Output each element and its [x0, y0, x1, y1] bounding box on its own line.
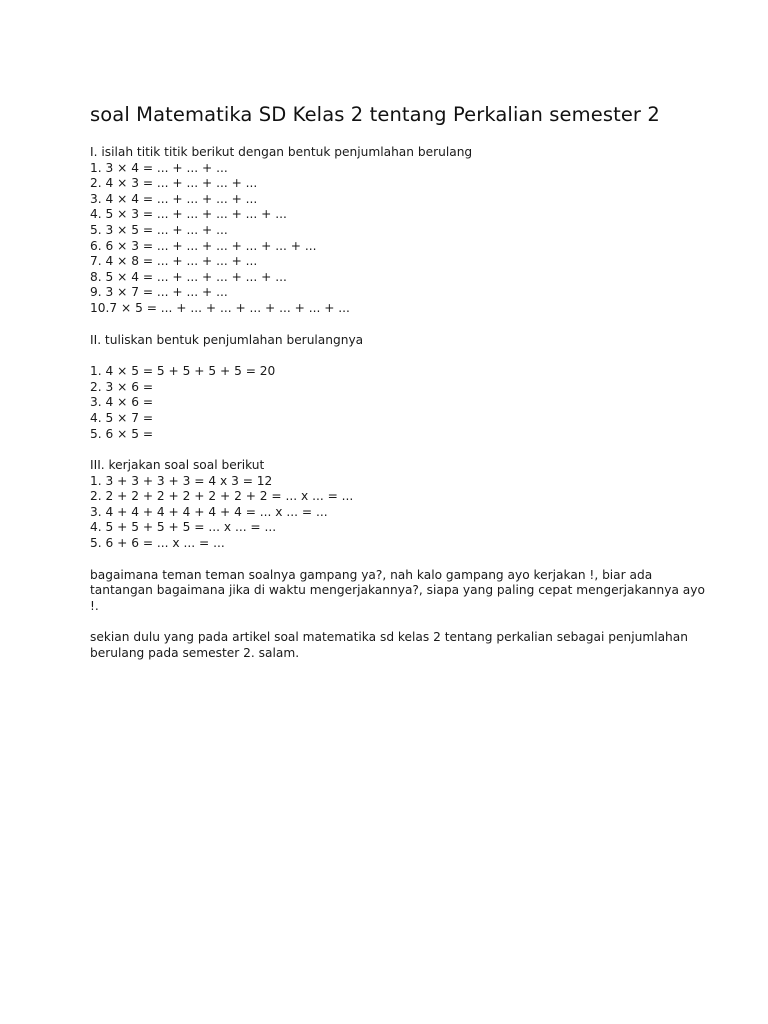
section-1-item: 6. 6 × 3 = ... + ... + ... + ... + ... + ... [90, 238, 317, 253]
section-1-item: 7. 4 × 8 = ... + ... + ... + ... [90, 254, 258, 269]
section-2-heading: II. tuliskan bentuk penjumlahan berulangnya [90, 332, 364, 347]
section-3-heading: III. kerjakan soal soal berikut [90, 458, 265, 473]
section-3-item: 5. 6 + 6 = ... x ... = ... [90, 536, 225, 551]
section-2-item: 5. 6 × 5 = [90, 426, 154, 441]
spacer [90, 442, 710, 458]
section-1-item: 1. 3 × 4 = ... + ... + ... [90, 160, 228, 175]
section-3-item: 2. 2 + 2 + 2 + 2 + 2 + 2 + 2 = ... x ... = ... [90, 489, 354, 504]
section-2-item: 4. 5 × 7 = [90, 410, 154, 425]
spacer [90, 614, 710, 630]
section-1-item: 9. 3 × 7 = ... + ... + ... [90, 285, 228, 300]
section-1 [90, 145, 710, 317]
section-1-item: 10.7 × 5 = ... + ... + ... + ... + ... + ... + ... [90, 300, 350, 315]
section-1-item: 5. 3 × 5 = ... + ... + ... [90, 222, 228, 237]
section-3-item: 3. 4 + 4 + 4 + 4 + 4 + 4 = ... x ... = ... [90, 504, 328, 519]
section-3-item: 4. 5 + 5 + 5 + 5 = ... x ... = ... [90, 520, 277, 535]
document-content [90, 101, 710, 662]
section-2 [90, 333, 710, 443]
section-2-item: 3. 4 × 6 = [90, 395, 154, 410]
section-2-item: 2. 3 × 6 = [90, 379, 154, 394]
spacer [90, 317, 710, 333]
section-3 [90, 458, 710, 552]
document-title: soal Matematika SD Kelas 2 tentang Perkalian semester 2 [90, 103, 660, 126]
closing-paragraph-2: sekian dulu yang pada artikel soal matematika sd kelas 2 tentang perkalian sebagai penjumlahan berulang pada semester 2. salam. [90, 630, 688, 661]
section-1-item: 3. 4 × 4 = ... + ... + ... + ... [90, 191, 258, 206]
spacer [90, 348, 710, 364]
section-1-item: 4. 5 × 3 = ... + ... + ... + ... + ... [90, 207, 287, 222]
section-3-item: 1. 3 + 3 + 3 + 3 = 4 x 3 = 12 [90, 473, 273, 488]
section-1-heading: I. isilah titik titik berikut dengan bentuk penjumlahan berulang [90, 145, 473, 159]
closing-paragraph-1: bagaimana teman teman soalnya gampang ya?, nah kalo gampang ayo kerjakan !, biar ada tantangan bagaimana jika di waktu mengerjakannya?, siapa yang paling cepat mengerjakannya ayo !. [90, 567, 705, 613]
section-1-item: 8. 5 × 4 = ... + ... + ... + ... + ... [90, 269, 287, 284]
section-2-item: 1. 4 × 5 = 5 + 5 + 5 + 5 = 20 [90, 364, 276, 379]
section-1-item: 2. 4 × 3 = ... + ... + ... + ... [90, 176, 258, 191]
spacer [90, 552, 710, 568]
